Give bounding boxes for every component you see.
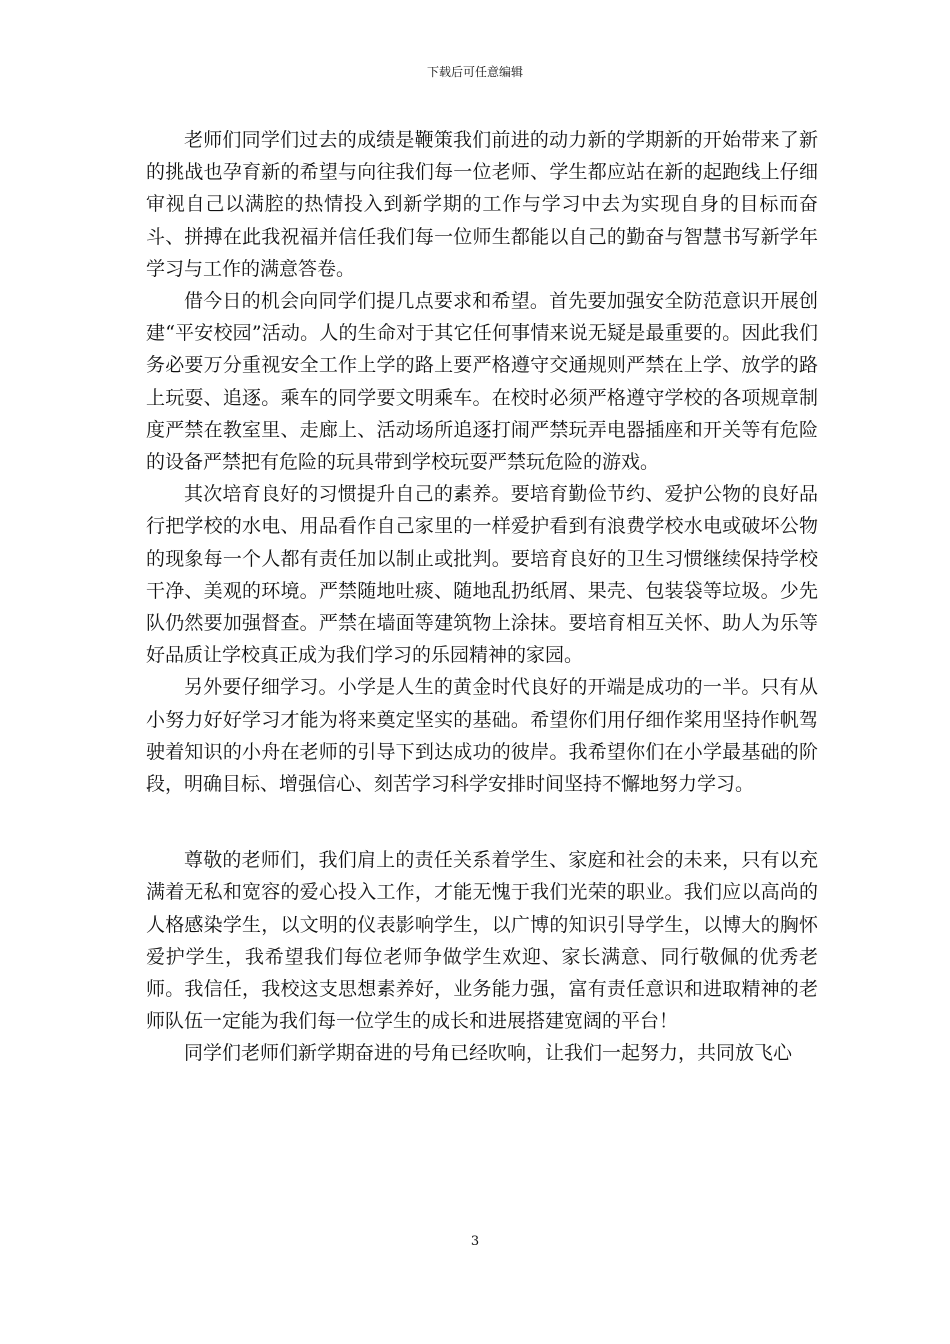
page-header-note: 下载后可任意编辑: [426, 65, 523, 79]
paragraph: 老师们同学们过去的成绩是鞭策我们前进的动力新的学期新的开始带来了新的挑战也孕育新的希望与向往我们每一位老师、学生都应站在新的起跑线上仔细审视自己以满腔的热情投入到新学期的工作与学习中去为实现自身的目标而奋斗、拼搏在此我祝福并信任我们每一位师生都能以自己的勤奋与智慧书写新学年学习与工作的满意答卷。: [146, 129, 818, 280]
paragraph: 尊敬的老师们，我们肩上的责任关系着学生、家庭和社会的未来，只有以充满着无私和宽容的爱心投入工作，才能无愧于我们光荣的职业。我们应以高尚的人格感染学生，以文明的仪表影响学生，以广博的知识引导学生，以博大的胸怀爱护学生，我希望我们每位老师争做学生欢迎、家长满意、同行敬佩的优秀老师。我信任，我校这支思想素养好，业务能力强，富有责任意识和进取精神的老师队伍一定能为我们每一位学生的成长和进展搭建宽阔的平台！: [146, 849, 818, 1033]
document-body: [146, 124, 818, 1070]
paragraph: 同学们老师们新学期奋进的号角已经吹响，让我们一起努力，共同放飞心: [184, 1042, 793, 1065]
paragraph: 借今日的机会向同学们提几点要求和希望。首先要加强安全防范意识开展创建“平安校园”活动。人的生命对于其它任何事情来说无疑是最重要的。因此我们务必要万分重视安全工作上学的路上要严格遵守交通规则严禁在上学、放学的路上玩耍、追逐。乘车的同学要文明乘车。在校时必须严格遵守学校的各项规章制度严禁在教室里、走廊上、活动场所追逐打闹严禁玩弄电器插座和开关等有危险的设备严禁把有危险的玩具带到学校玩耍严禁玩危险的游戏。: [146, 290, 818, 474]
paragraph: 其次培育良好的习惯提升自己的素养。要培育勤俭节约、爱护公物的良好品行把学校的水电、用品看作自己家里的一样爱护看到有浪费学校水电或破坏公物的现象每一个人都有责任加以制止或批判。要培育良好的卫生习惯继续保持学校干净、美观的环境。严禁随地吐痰、随地乱扔纸屑、果壳、包装袋等垃圾。少先队仍然要加强督查。严禁在墙面等建筑物上涂抹。要培育相互关怀、助人为乐等好品质让学校真正成为我们学习的乐园精神的家园。: [146, 483, 818, 667]
paragraph-gap: [146, 800, 818, 844]
page-number: 3: [470, 1234, 480, 1249]
paragraph: 另外要仔细学习。小学是人生的黄金时代良好的开端是成功的一半。只有从小努力好好学习才能为将来奠定坚实的基础。希望你们用仔细作桨用坚持作帆驾驶着知识的小舟在老师的引导下到达成功的彼岸。我希望你们在小学最基础的阶段，明确目标、增强信心、刻苦学习科学安排时间坚持不懈地努力学习。: [146, 676, 818, 796]
